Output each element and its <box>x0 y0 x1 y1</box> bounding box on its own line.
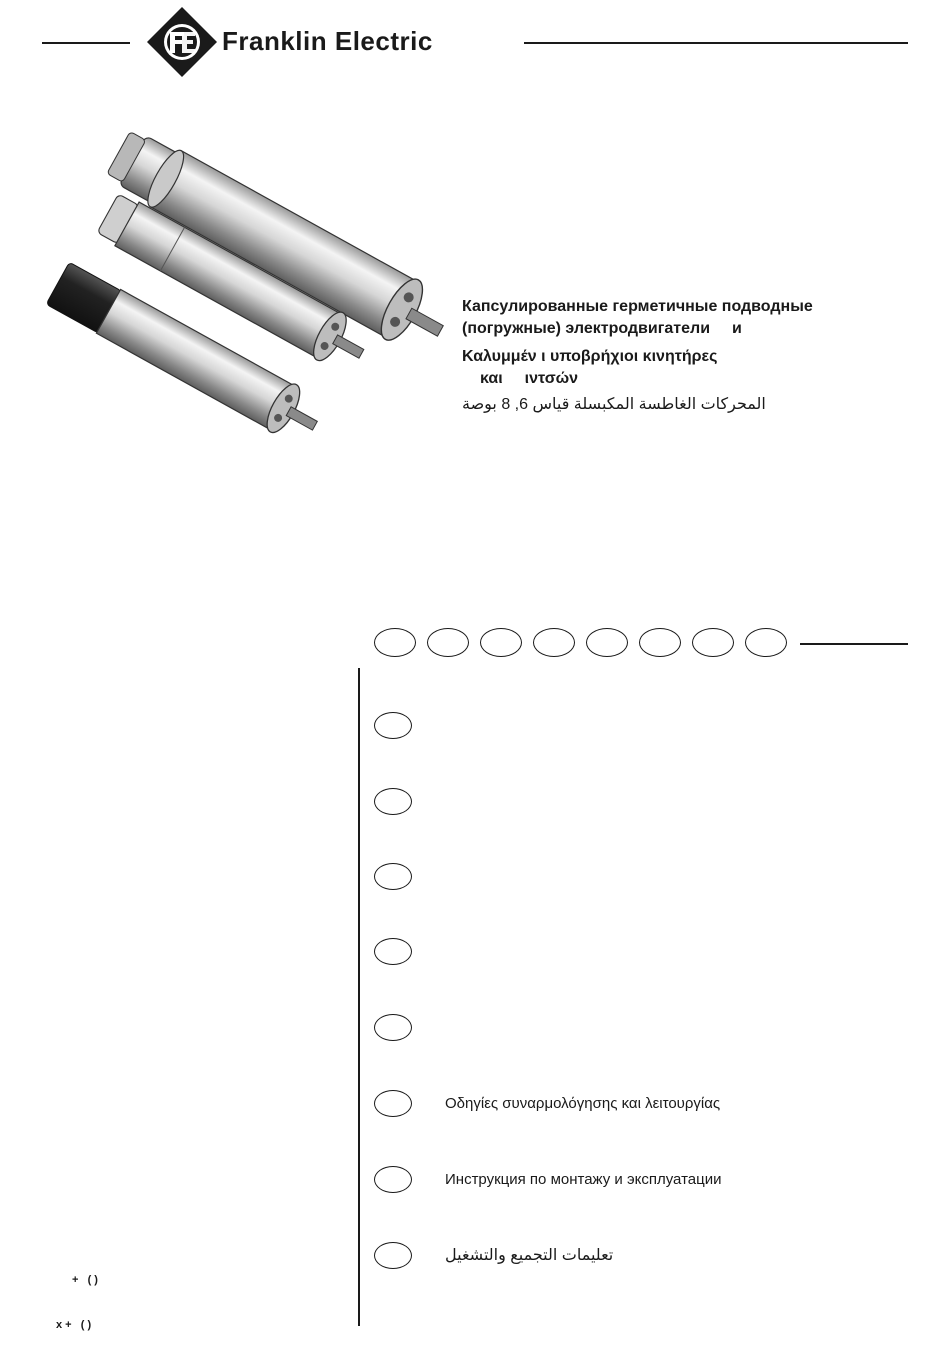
header-rule-right <box>524 42 908 44</box>
title-greek-line-1: Καλυμμέν ι υποβρήχιοι κινητήρες <box>462 348 718 365</box>
language-item-arabic[interactable] <box>374 1241 613 1269</box>
language-flag-circle[interactable] <box>374 628 416 657</box>
title-russian-line-2-main: (погружные) электродвигатели <box>462 320 711 337</box>
title-greek-line-2-b: ιντσών <box>524 370 579 387</box>
language-label-arabic: تعليمات التجميع والتشغيل <box>445 1247 614 1264</box>
language-flag-circle[interactable] <box>745 628 787 657</box>
language-flags-row <box>374 628 798 657</box>
language-item-russian[interactable] <box>374 1165 721 1193</box>
language-flag-circle[interactable] <box>586 628 628 657</box>
language-item-greek[interactable] <box>374 1089 720 1117</box>
language-item[interactable] <box>374 787 445 815</box>
flags-rule <box>800 643 908 645</box>
language-flag-circle[interactable] <box>427 628 469 657</box>
language-item[interactable] <box>374 937 445 965</box>
title-russian-line-1: Капсулированные герметичные подводные <box>462 298 813 315</box>
footnote-line-1: + ( ) <box>72 1274 98 1286</box>
title-russian-line-2 <box>462 318 932 340</box>
language-item[interactable] <box>374 711 445 739</box>
language-marker-circle <box>374 938 412 965</box>
language-item[interactable] <box>374 1013 445 1041</box>
language-marker-circle <box>374 1014 412 1041</box>
header-rule-left <box>42 42 130 44</box>
title-russian-line-2-suffix: и <box>732 320 742 337</box>
language-marker-circle <box>374 1242 412 1269</box>
franklin-electric-logo-icon <box>146 6 218 78</box>
language-flag-circle[interactable] <box>639 628 681 657</box>
submersible-motors-illustration-icon <box>40 110 460 440</box>
footnote-line-2: x + ( ) <box>56 1319 92 1331</box>
language-flag-circle[interactable] <box>692 628 734 657</box>
language-flag-circle[interactable] <box>480 628 522 657</box>
language-label-greek: Οδηγίες συναρμολόγησης και λειτουργίας <box>445 1094 721 1112</box>
document-title-block <box>462 296 932 416</box>
title-greek-line-2 <box>462 368 932 390</box>
title-arabic: المحركات الغاطسة المكبسلة قياس 6, 8 بوصة <box>462 396 766 413</box>
footnote <box>56 1243 98 1348</box>
vertical-divider <box>358 668 360 1326</box>
language-label-russian: Инструкция по монтажу и эксплуатации <box>445 1170 722 1188</box>
language-marker-circle <box>374 1090 412 1117</box>
language-marker-circle <box>374 788 412 815</box>
title-greek-line-2-a: και <box>480 370 503 387</box>
language-marker-circle <box>374 863 412 890</box>
language-item[interactable] <box>374 862 445 890</box>
language-marker-circle <box>374 1166 412 1193</box>
brand-name: Franklin Electric <box>222 26 433 56</box>
language-marker-circle <box>374 712 412 739</box>
language-flag-circle[interactable] <box>533 628 575 657</box>
